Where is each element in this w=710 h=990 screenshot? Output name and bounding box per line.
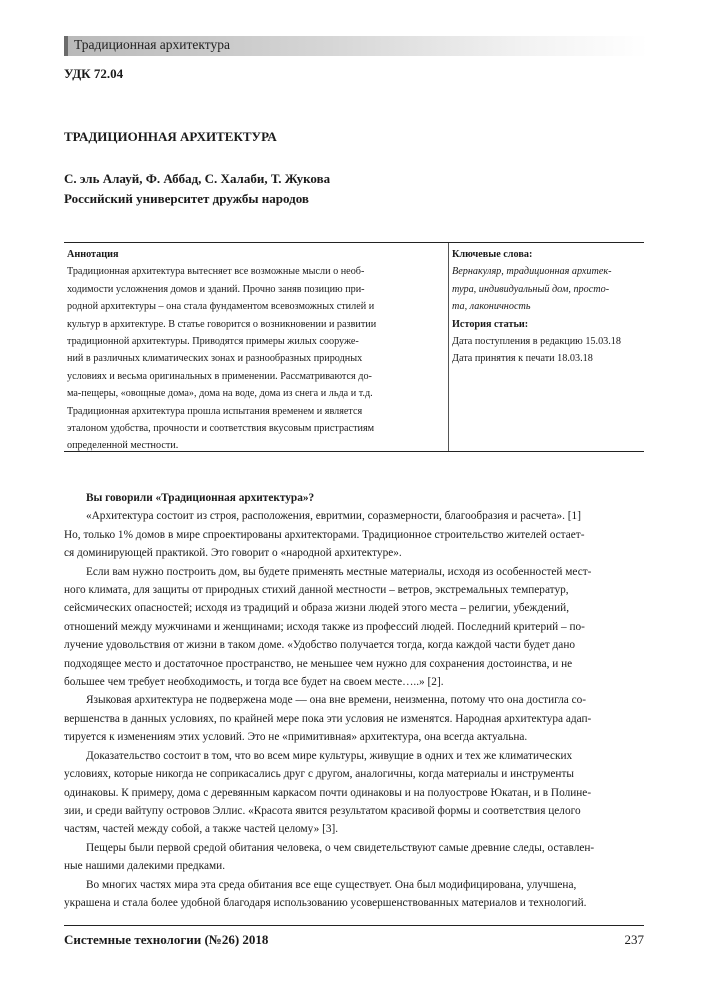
article-title: ТРАДИЦИОННАЯ АРХИТЕКТУРА: [64, 129, 277, 144]
body-line: Если вам нужно построить дом, вы будете применять местные материалы, исходя из особенностей мест-: [86, 565, 592, 578]
body-line: частям, частей между собой, а также частей целому» [3].: [64, 823, 339, 836]
section-heading: Вы говорили «Традиционная архитектура»?: [86, 492, 315, 504]
abstract-line: ходимости усложнения домов и зданий. Прочно заняв позицию при-: [67, 283, 365, 295]
body-line: Языковая архитектура не подвержена моде — она вне времени, неизменна, потому что она достигла со-: [86, 694, 587, 707]
body-line: лучение удовольствия от жизни в таком доме. «Удобство получается тогда, когда каждой части будет дано: [64, 639, 576, 652]
abstract-line: ма-пещеры, «овощные дома», дома на воде, дома из снега и льда и т.д.: [67, 388, 373, 400]
article-info-box: [64, 242, 644, 452]
body-line: тируется к изменениям этих условий. Это не «примитивная» архитектура, она всегда актуальна.: [64, 731, 528, 744]
abstract-line: Традиционная архитектура вытесняет все возможные мысли о необ-: [67, 266, 365, 278]
page-number: 237: [624, 932, 644, 947]
body-line: ные нашими далекими предками.: [64, 860, 226, 873]
article-body: [64, 489, 644, 912]
udk-code: УДК 72.04: [64, 66, 124, 81]
body-line: ного климата, для защиты от природных стихий данной местности – ветров, экстремальных температур,: [64, 584, 569, 597]
authors: С. эль Алауй, Ф. Аббад, С. Халаби, Т. Жукова: [64, 171, 331, 186]
body-line: украшена и стала более удобной благодаря использованию усовершенствованных материалов и технологий.: [64, 896, 587, 909]
body-line: подходящее место и достаточное пространство, не меньшее чем нужно для сохранения достоинства, и не: [64, 657, 573, 670]
abstract-line: эталоном удобства, прочности и соответствия вкусовым пристрастиям: [67, 423, 375, 435]
body-line: вершенства в данных условиях, по крайней мере пока эти условия не изменятся. Народная архитектура адап-: [64, 712, 592, 725]
body-line: большее чем требует необходимость, и тогда все будет на своем месте…..» [2].: [64, 676, 444, 689]
received-date: Дата поступления в редакцию 15.03.18: [452, 336, 621, 348]
body-line: «Архитектура состоит из строя, расположения, евритмии, соразмерности, благообразия и расчета». [1]: [86, 510, 581, 523]
abstract-line: определенной местности.: [67, 440, 179, 452]
footer-rule: [64, 925, 644, 926]
abstract-line: культур в архитектуре. В статье говорится о возникновении и развитии: [67, 318, 377, 330]
body-line: отношений между мужчинами и женщинами; исходя также из профессий людей. Последний критерий – по-: [64, 620, 585, 633]
article-meta-section: [452, 246, 642, 368]
history-heading: История статьи:: [452, 318, 529, 330]
abstract-line: ний в различных климатических зонах и разнообразных природных: [67, 353, 363, 365]
body-line: Пещеры были первой средой обитания человека, о чем свидетельствуют самые древние следы, оставлен-: [86, 841, 595, 854]
keywords-line: та, лаконичность: [452, 301, 531, 313]
running-header: [64, 36, 648, 56]
keywords-line: тура, индивидуальный дом, просто-: [452, 283, 610, 295]
body-line: ся доминирующей практикой. Это говорит о «народной архитектуре».: [64, 547, 402, 560]
abstract-heading: Аннотация: [67, 249, 119, 260]
body-line: Но, только 1% домов в мире спроектированы архитекторами. Традиционное строительство жителей остает-: [64, 528, 585, 541]
abstract-section: [67, 246, 439, 455]
body-line: Во многих частях мира эта среда обитания все еще существует. Она был модифицирована, улучшена,: [86, 878, 577, 891]
body-line: условиях, которые никогда не соприкасались друг с другом, аналогичны, когда материалы и инструменты: [64, 768, 574, 781]
abstract-line: условиях и весьма оригинальных в применении. Рассматриваются до-: [67, 370, 372, 382]
keywords-line: Вернакуляр, традиционная архитек-: [452, 266, 612, 278]
abstract-line: традиционной архитектуры. Приводятся примеры жилых сооруже-: [67, 336, 359, 348]
keywords-heading: Ключевые слова:: [452, 249, 533, 260]
body-line: зии, и среди вайтупу островов Эллис. «Красота явится результатом красивой формы и соответствия целого: [64, 804, 581, 817]
affiliation: Российский университет дружбы народов: [64, 191, 309, 206]
body-line: сейсмических опасностей; исходя из традиций и образа жизни людей этого места – религии, убеждений,: [64, 602, 570, 615]
abstract-line: Традиционная архитектура прошла испытания временем и является: [67, 405, 363, 417]
abstract-line: родной архитектуры – она стала фундаментом всевозможных стилей и: [67, 301, 375, 313]
column-divider: [448, 243, 449, 451]
footer-journal: Системные технологии (№26) 2018: [64, 932, 269, 947]
running-title: Традиционная архитектура: [74, 37, 230, 52]
accepted-date: Дата принятия к печати 18.03.18: [452, 353, 593, 365]
body-line: Доказательство состоит в том, что во всем мире культуры, живущие в одних и тех же климатических: [86, 749, 573, 762]
body-line: одинаковы. К примеру, дома с деревянным каркасом почти одинаковы и на полуострове Юкатан, и в Полине-: [64, 786, 592, 799]
